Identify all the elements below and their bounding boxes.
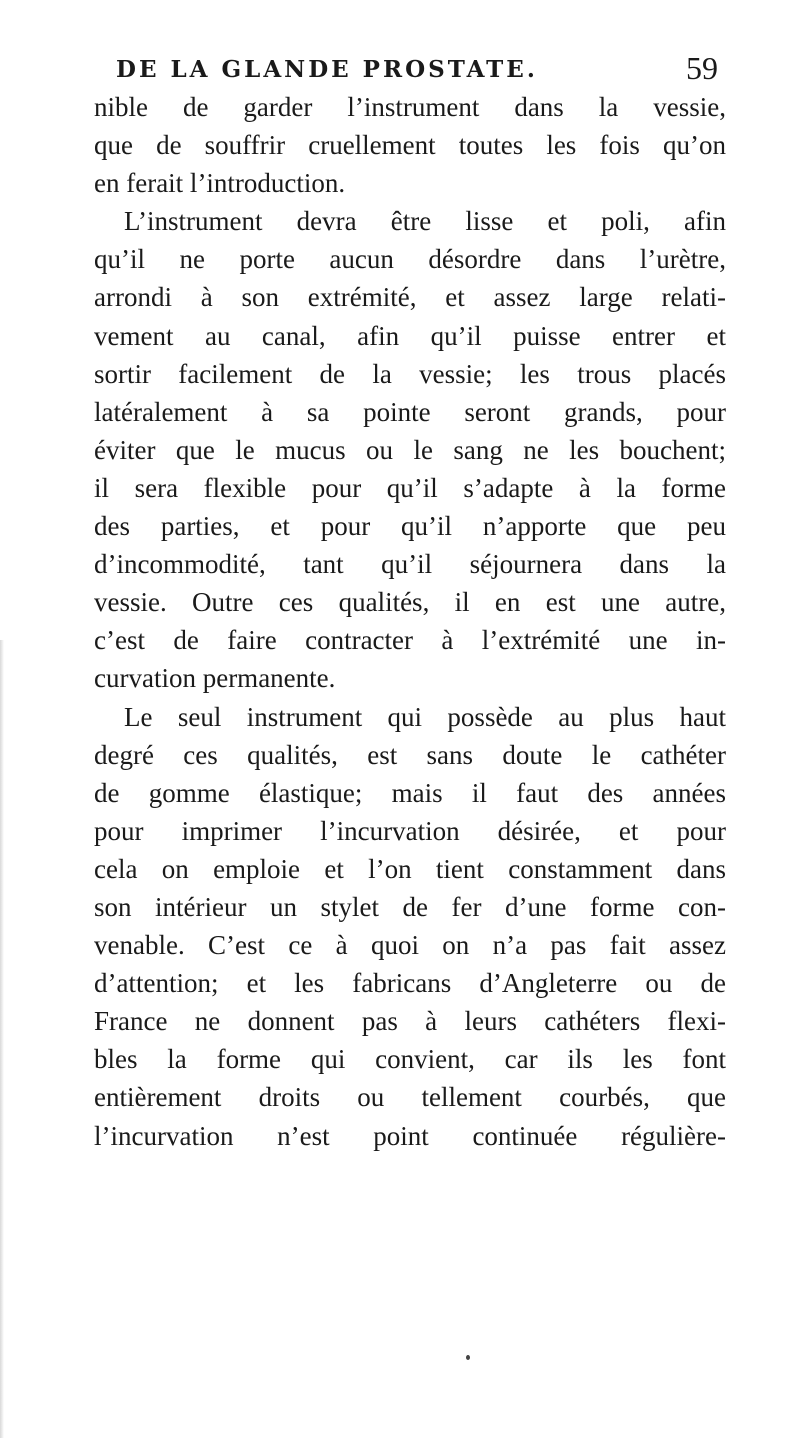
text-line: pour imprimer l’incurvation désirée, et pour <box>94 815 726 846</box>
text-line: des parties, et pour qu’il n’apporte que peu <box>94 511 726 542</box>
text-line: vessie. Outre ces qualités, il en est une autre, <box>94 587 726 618</box>
text-line: sortir facilement de la vessie; les trous placés <box>94 358 726 389</box>
text-line: qu’il ne porte aucun désordre dans l’urètre, <box>94 244 726 275</box>
text-line: il sera flexible pour qu’il s’adapte à la forme <box>94 472 726 503</box>
text-line: arrondi à son extrémité, et assez large relati- <box>94 282 726 313</box>
ink-dot-mark <box>466 1355 470 1360</box>
text-line: que de souffrir cruellement toutes les fois qu’on <box>94 130 726 161</box>
text-line: curvation permanente. <box>94 663 336 694</box>
text-line: degré ces qualités, est sans doute le cathéter <box>94 739 726 770</box>
page-header <box>96 50 718 90</box>
text-line: de gomme élastique; mais il faut des années <box>94 777 726 808</box>
text-line: cela on emploie et l’on tient constamment dans <box>94 853 726 884</box>
text-line: son intérieur un stylet de fer d’une forme con- <box>94 891 726 922</box>
text-line: latéralement à sa pointe seront grands, pour <box>94 396 726 427</box>
text-line: France ne donnent pas à leurs cathéters flexi- <box>94 1006 726 1037</box>
text-line: c’est de faire contracter à l’extrémité une in- <box>94 625 726 656</box>
text-line: L’instrument devra être lisse et poli, afin <box>124 206 726 237</box>
text-line: bles la forme qui convient, car ils les font <box>94 1044 726 1075</box>
text-line: vement au canal, afin qu’il puisse entrer et <box>94 320 726 351</box>
text-line: venable. C’est ce à quoi on n’a pas fait assez <box>94 930 726 961</box>
text-line: éviter que le mucus ou le sang ne les bouchent; <box>94 434 726 465</box>
text-line: Le seul instrument qui possède au plus haut <box>124 701 726 732</box>
running-title: DE LA GLANDE PROSTATE. <box>116 56 538 83</box>
text-line: l’incurvation n’est point continuée régulière- <box>94 1120 726 1151</box>
text-line: en ferait l’introduction. <box>94 168 346 199</box>
text-line: nible de garder l’instrument dans la vessie, <box>94 92 726 122</box>
text-line: d’attention; et les fabricans d’Angleterre ou de <box>94 968 726 999</box>
text-line: entièrement droits ou tellement courbés, que <box>94 1082 726 1113</box>
page-edge-shadow <box>0 640 4 1438</box>
page-number: 59 <box>686 50 718 86</box>
text-line: d’incommodité, tant qu’il séjournera dans la <box>94 549 726 580</box>
body-text <box>94 88 726 1155</box>
